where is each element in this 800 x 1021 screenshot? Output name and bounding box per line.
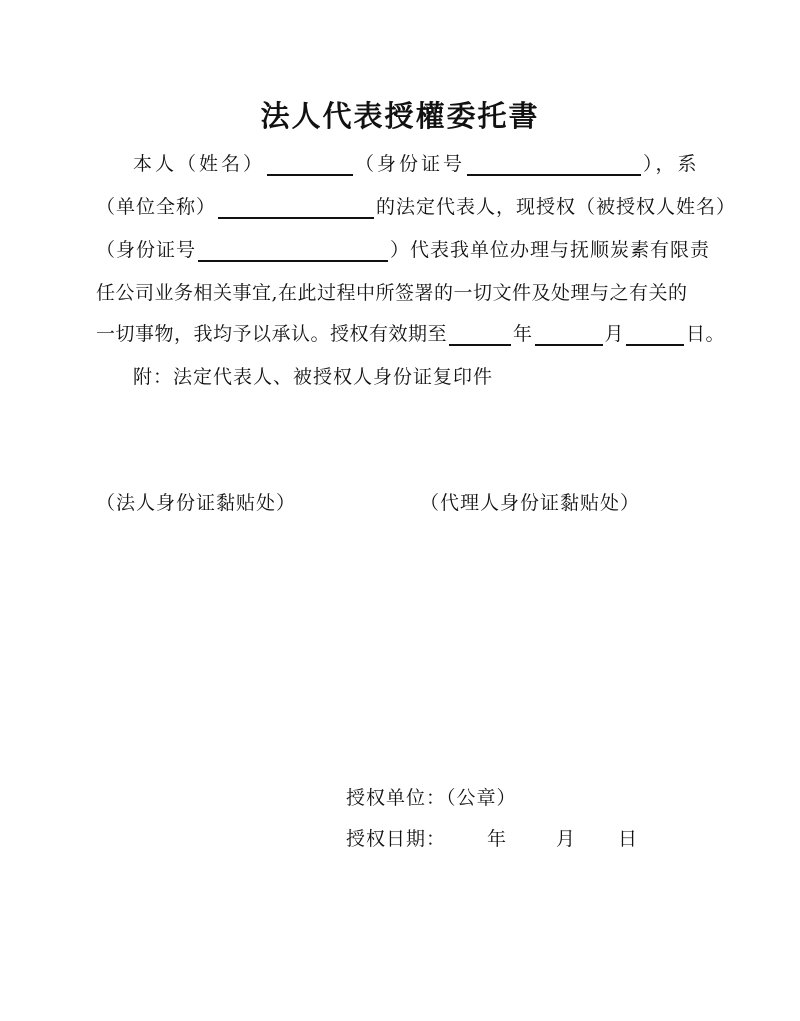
name-blank[interactable] <box>267 154 353 176</box>
attachment-note: 附：法定代表人、被授权人身份证复印件 <box>133 366 494 388</box>
authorization-date-day: 日 <box>618 828 639 850</box>
day-blank[interactable] <box>626 324 684 346</box>
id-number-blank[interactable] <box>467 154 641 176</box>
validity-text: 一切事物，我均予以承认。授权有效期至 <box>96 323 448 345</box>
document-title: 法人代表授權委托書 <box>260 99 540 133</box>
authorization-date-label: 授权日期： <box>346 828 447 850</box>
affiliation-label: ），系 <box>643 153 700 175</box>
legal-id-paste-area-label: （法人身份证黏贴处） <box>96 492 297 514</box>
id-label: （身份证号 <box>355 153 466 175</box>
day-label: 日。 <box>686 323 726 345</box>
unit-name-label: （单位全称） <box>96 196 217 218</box>
para-line-1 <box>133 152 700 176</box>
para-line-5 <box>96 322 725 346</box>
month-blank[interactable] <box>535 324 603 346</box>
year-blank[interactable] <box>449 324 511 346</box>
agent-id-blank[interactable] <box>198 240 388 262</box>
name-label: 本人（姓名） <box>133 153 266 175</box>
para-line-2 <box>96 195 736 219</box>
month-label: 月 <box>604 323 625 345</box>
agent-id-label: （身份证号 <box>96 239 197 261</box>
agent-id-paste-area-label: （代理人身份证黏贴处） <box>420 492 641 514</box>
para-line-4: 任公司业务相关事宜,在此过程中所签署的一切文件及处理与之有关的 <box>96 282 688 304</box>
para-line-3 <box>96 238 710 262</box>
year-label: 年 <box>513 323 533 345</box>
authorization-date-year: 年 <box>487 828 508 850</box>
legal-rep-text: 的法定代表人，现授权（被授权人姓名） <box>376 196 737 218</box>
unit-name-blank[interactable] <box>218 197 374 219</box>
represent-text: ）代表我单位办理与抚顺炭素有限责 <box>390 239 711 261</box>
authorizing-unit-label: 授权单位：（公章） <box>346 787 517 809</box>
authorization-date-month: 月 <box>556 828 577 850</box>
